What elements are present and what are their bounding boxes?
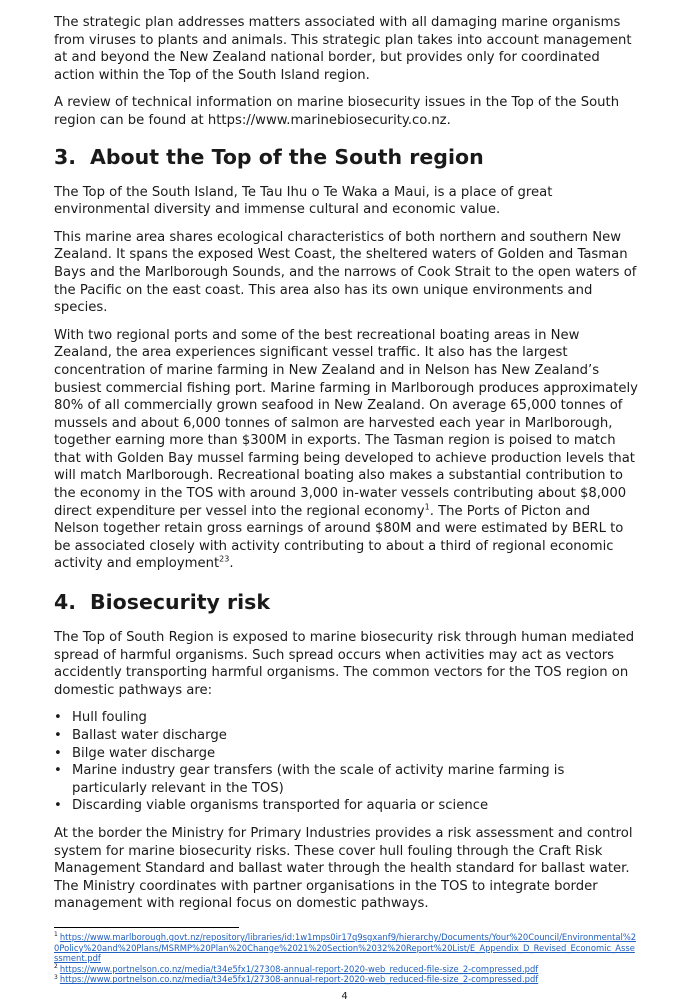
footnote-3-link[interactable]: https://www.portnelson.co.nz/media/t34e5fx1/27308-annual-report-2020-web_reduced-file-size_2-compressed.pdf: [59, 974, 539, 985]
footnote-3-number: 3: [54, 973, 58, 981]
list-item: • Discarding viable organisms transported for aquaria or science: [72, 797, 638, 815]
section-3-paragraph-3-part-a: With two regional ports and some of the best recreational boating areas in New Zealand, the area experiences significant vessel traffic. It also has the largest concentration of marine farming in New Zealand and in Nelson has New Zealand’s busiest commercial fishing port. Marine farming in Marlborough produces approximately 80% of all commercially grown seafood in New Zealand. On average 65,000 tonnes of mussels and about 6,000 tonnes of salmon are harvested each year in Marlborough, together earning more than $300M in exports. The Tasman region is poised to match that with Golden Bay mussel farming being developed to achieve production levels that will match Marlborough. Recreational boating also makes a substantial contribution to the economy in the TOS with around 3,000 in-water vessels contributing about $8,000 direct expenditure per vessel into the regional economy: [54, 327, 638, 519]
section-4-title: Biosecurity risk: [90, 590, 270, 615]
section-3-paragraph-3-part-b: . The Ports of Picton and Nelson together retain gross earnings of around $80M and were estimated by BERL to be associated closely with activity contributing to about a third of regional economic activity and employment: [54, 503, 624, 572]
list-item: • Ballast water discharge: [72, 727, 638, 745]
section-3-heading: [54, 144, 638, 170]
footnote-divider: [54, 927, 239, 928]
footnote-2: [54, 964, 638, 975]
section-3-number: 3.: [54, 144, 77, 169]
page-number: 4: [341, 991, 348, 1002]
vector-list: [54, 709, 638, 815]
section-4-paragraph-2: At the border the Ministry for Primary Industries provides a risk assessment and control system for marine biosecurity risks. These cover hull fouling through the Craft Risk Management Standard and ballast water through the health standard for ballast water. The Ministry coordinates with partner organisations in the TOS to integrate border management with regional focus on domestic pathways.: [54, 825, 633, 912]
list-item: • Hull fouling: [72, 709, 638, 727]
list-item: • Bilge water discharge: [72, 745, 638, 763]
section-3-paragraph-3-part-c: .: [229, 556, 234, 572]
section-3-paragraph-1: The Top of the South Island, Te Tau Ihu o Te Waka a Maui, is a place of great environmental diversity and immense cultural and economic value.: [54, 184, 553, 218]
footnote-ref-1[interactable]: 1: [424, 502, 430, 512]
intro-paragraph-1: The strategic plan addresses matters associated with all damaging marine organisms from viruses to plants and animals. This strategic plan takes into account management at and beyond the New Zealand national border, but provides only for coordinated action within the Top of the South Island region.: [54, 15, 632, 83]
footnote-1: [54, 932, 638, 964]
section-3-title: About the Top of the South region: [90, 144, 484, 169]
list-item: • Marine industry gear transfers (with the scale of activity marine farming is particularly relevant in the TOS): [72, 762, 638, 797]
section-3-paragraph-2: This marine area shares ecological characteristics of both northern and southern New Zealand. It spans the exposed West Coast, the sheltered waters of Golden and Tasman Bays and the Marlborough Sounds, and the narrows of Cook Strait to the open waters of the Pacific on the east coast. This area also has its own unique environments and species.: [54, 229, 637, 316]
section-4-heading: [54, 589, 638, 615]
footnote-2-number: 2: [54, 962, 58, 970]
section-4-number: 4.: [54, 590, 77, 615]
footnote-1-number: 1: [54, 931, 58, 939]
section-4-paragraph-1: The Top of South Region is exposed to marine biosecurity risk through human mediated spread of harmful organisms. Such spread occurs when activities may act as vectors accidently transporting harmful organisms. The common vectors for the TOS region on domestic pathways are:: [54, 630, 635, 698]
footnote-3: [54, 974, 638, 985]
footnote-1-link[interactable]: https://www.marlborough.govt.nz/repository/libraries/id:1w1mps0ir17q9sgxanf9/hierarchy/Documents/Your%20Council/Environmental%20Policy%20and%20Plans/MSRMP%20Plan%20Change%2021%20Section%2032%20Report%20List/E_Appendix_D_Revised_Economic_Assessment.pdf: [54, 931, 637, 964]
section-3-paragraph-3: [54, 327, 638, 573]
intro-paragraph-2: A review of technical information on marine biosecurity issues in the Top of the South region can be found at https://www.marinebiosecurity.co.nz.: [54, 95, 620, 128]
footnote-2-link[interactable]: https://www.portnelson.co.nz/media/t34e5fx1/27308-annual-report-2020-web_reduced-file-size_2-compressed.pdf: [59, 963, 539, 974]
footnote-ref-23[interactable]: 23: [219, 555, 230, 565]
document-page: [54, 14, 638, 985]
